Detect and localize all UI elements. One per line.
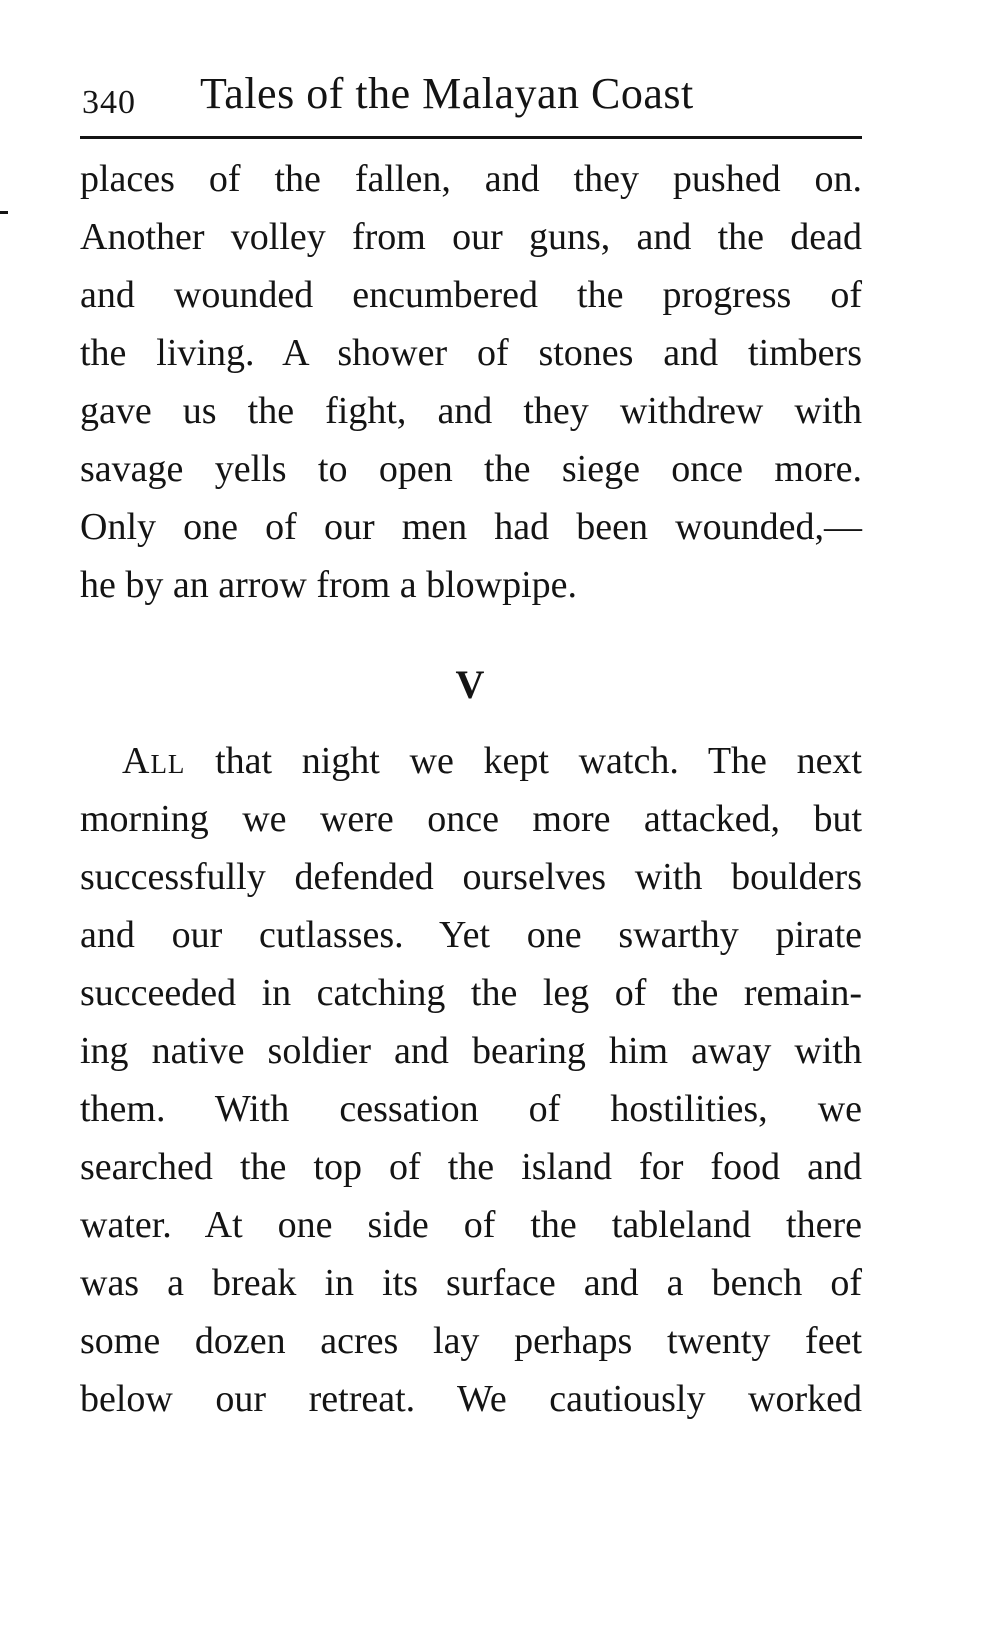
text-line-first <box>80 732 862 790</box>
page-number: 340 <box>82 84 136 121</box>
paragraph-2 <box>80 732 862 1428</box>
text-line: water. At one side of the tableland there <box>80 1204 862 1246</box>
text-line: the living. A shower of stones and timbers <box>80 332 862 374</box>
text-line: was a break in its surface and a bench of <box>80 1262 862 1304</box>
paragraph-1 <box>80 150 862 614</box>
section-heading: V <box>455 662 485 707</box>
text-line: Only one of our men had been wounded,— <box>80 506 862 548</box>
text-line: them. With cessation of hostilities, we <box>80 1088 862 1130</box>
text-line: succeeded in catching the leg of the remain- <box>80 972 862 1014</box>
text-line: below our retreat. We cautiously worked <box>80 1378 862 1420</box>
first-line-text: that night we kept watch. The next <box>185 740 862 782</box>
text-line: some dozen acres lay perhaps twenty feet <box>80 1320 862 1362</box>
drop-word: All <box>122 740 186 782</box>
text-line: and our cutlasses. Yet one swarthy pirate <box>80 914 862 956</box>
running-title: Tales of the Malayan Coast <box>200 69 694 118</box>
text-line: successfully defended ourselves with boulders <box>80 856 862 898</box>
text-line: searched the top of the island for food and <box>80 1146 862 1188</box>
text-line: savage yells to open the siege once more. <box>80 448 862 490</box>
text-line: places of the fallen, and they pushed on. <box>80 158 862 200</box>
margin-mark <box>0 211 8 214</box>
page-header <box>82 64 862 124</box>
header-rule <box>80 136 862 139</box>
text-line: he by an arrow from a blowpipe. <box>80 564 578 606</box>
text-line: and wounded encumbered the progress of <box>80 274 862 316</box>
text-line: Another volley from our guns, and the dead <box>80 216 862 258</box>
text-line: morning we were once more attacked, but <box>80 798 862 840</box>
text-line: gave us the fight, and they withdrew with <box>80 390 862 432</box>
text-line: ing native soldier and bearing him away with <box>80 1030 862 1072</box>
